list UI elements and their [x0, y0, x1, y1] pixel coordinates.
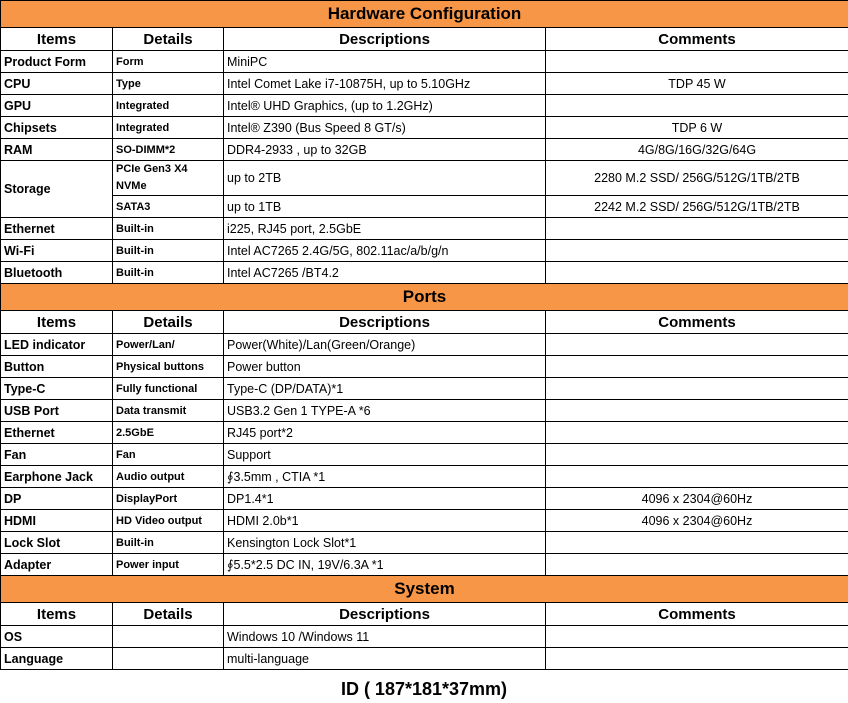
section-title-ports: Ports — [1, 284, 848, 311]
row-comment — [546, 626, 848, 648]
table-row — [1, 488, 848, 510]
table-row — [1, 95, 848, 117]
row-comment: 2242 M.2 SSD/ 256G/512G/1TB/2TB — [546, 196, 848, 218]
row-item: Ethernet — [1, 422, 113, 444]
row-comment: 4G/8G/16G/32G/64G — [546, 139, 848, 161]
row-item: Wi-Fi — [1, 240, 113, 262]
row-detail: Integrated — [113, 117, 224, 139]
row-item: Fan — [1, 444, 113, 466]
row-item: DP — [1, 488, 113, 510]
row-description: Intel® Z390 (Bus Speed 8 GT/s) — [224, 117, 546, 139]
row-detail: Built-in — [113, 240, 224, 262]
row-item: Button — [1, 356, 113, 378]
row-comment — [546, 334, 848, 356]
row-comment — [546, 444, 848, 466]
table-row — [1, 400, 848, 422]
table-row — [1, 532, 848, 554]
row-description: DP1.4*1 — [224, 488, 546, 510]
row-comment — [546, 422, 848, 444]
row-description: Intel® UHD Graphics, (up to 1.2GHz) — [224, 95, 546, 117]
row-description: ∮5.5*2.5 DC IN, 19V/6.3A *1 — [224, 554, 546, 576]
row-detail: SO-DIMM*2 — [113, 139, 224, 161]
table-row — [1, 554, 848, 576]
row-description: Type-C (DP/DATA)*1 — [224, 378, 546, 400]
table-row — [1, 73, 848, 95]
row-item: CPU — [1, 73, 113, 95]
row-comment: 4096 x 2304@60Hz — [546, 488, 848, 510]
row-description: USB3.2 Gen 1 TYPE-A *6 — [224, 400, 546, 422]
row-item: Product Form — [1, 51, 113, 73]
row-item: Storage — [1, 161, 113, 218]
row-description: up to 2TB — [224, 161, 546, 196]
row-detail: HD Video output — [113, 510, 224, 532]
row-description: up to 1TB — [224, 196, 546, 218]
row-comment: TDP 45 W — [546, 73, 848, 95]
row-item: USB Port — [1, 400, 113, 422]
row-detail: Integrated — [113, 95, 224, 117]
row-description: Windows 10 /Windows 11 — [224, 626, 546, 648]
row-item: Adapter — [1, 554, 113, 576]
row-detail — [113, 648, 224, 670]
header-comments: Comments — [546, 28, 848, 51]
header-row — [1, 28, 848, 51]
row-comment: 2280 M.2 SSD/ 256G/512G/1TB/2TB — [546, 161, 848, 196]
header-items: Items — [1, 603, 113, 626]
row-description: i225, RJ45 port, 2.5GbE — [224, 218, 546, 240]
table-row — [1, 466, 848, 488]
row-comment — [546, 240, 848, 262]
row-item: RAM — [1, 139, 113, 161]
section-hardware — [1, 1, 848, 28]
row-comment — [546, 554, 848, 576]
row-detail: Physical buttons — [113, 356, 224, 378]
header-descriptions: Descriptions — [224, 603, 546, 626]
table-row — [1, 51, 848, 73]
row-description: RJ45 port*2 — [224, 422, 546, 444]
row-detail: Built-in — [113, 218, 224, 240]
row-item: OS — [1, 626, 113, 648]
header-items: Items — [1, 28, 113, 51]
table-row — [1, 510, 848, 532]
table-row — [1, 161, 848, 196]
row-detail: Audio output — [113, 466, 224, 488]
header-descriptions: Descriptions — [224, 28, 546, 51]
header-descriptions: Descriptions — [224, 311, 546, 334]
section-title-system: System — [1, 576, 848, 603]
row-detail: Type — [113, 73, 224, 95]
row-item: Lock Slot — [1, 532, 113, 554]
row-detail: Power input — [113, 554, 224, 576]
section-system — [1, 576, 848, 603]
row-detail: Built-in — [113, 262, 224, 284]
row-description: MiniPC — [224, 51, 546, 73]
row-comment — [546, 466, 848, 488]
header-row — [1, 311, 848, 334]
row-detail: 2.5GbE — [113, 422, 224, 444]
table-row — [1, 356, 848, 378]
row-comment — [546, 218, 848, 240]
row-description: Intel AC7265 2.4G/5G, 802.11ac/a/b/g/n — [224, 240, 546, 262]
row-item: Bluetooth — [1, 262, 113, 284]
header-details: Details — [113, 603, 224, 626]
header-items: Items — [1, 311, 113, 334]
row-description: DDR4-2933 , up to 32GB — [224, 139, 546, 161]
row-comment — [546, 532, 848, 554]
row-detail — [113, 626, 224, 648]
table-row — [1, 117, 848, 139]
table-row — [1, 422, 848, 444]
header-comments: Comments — [546, 603, 848, 626]
row-detail: Data transmit — [113, 400, 224, 422]
row-description: Power(White)/Lan(Green/Orange) — [224, 334, 546, 356]
row-item: GPU — [1, 95, 113, 117]
row-comment: 4096 x 2304@60Hz — [546, 510, 848, 532]
row-comment — [546, 400, 848, 422]
table-row — [1, 334, 848, 356]
table-row — [1, 218, 848, 240]
table-row — [1, 444, 848, 466]
row-comment — [546, 95, 848, 117]
row-item: Chipsets — [1, 117, 113, 139]
row-comment — [546, 262, 848, 284]
section-title-hardware: Hardware Configuration — [1, 1, 848, 28]
dimensions-footer: ID ( 187*181*37mm) — [340, 679, 508, 699]
row-comment — [546, 51, 848, 73]
row-description: Power button — [224, 356, 546, 378]
table-row — [1, 378, 848, 400]
row-description: ∮3.5mm , CTIA *1 — [224, 466, 546, 488]
row-comment — [546, 378, 848, 400]
row-description: HDMI 2.0b*1 — [224, 510, 546, 532]
row-comment — [546, 356, 848, 378]
table-row — [1, 648, 848, 670]
row-item: HDMI — [1, 510, 113, 532]
row-detail: Built-in — [113, 532, 224, 554]
row-description: multi-language — [224, 648, 546, 670]
row-detail: DisplayPort — [113, 488, 224, 510]
row-description: Kensington Lock Slot*1 — [224, 532, 546, 554]
row-detail: Fully functional — [113, 378, 224, 400]
row-item: Earphone Jack — [1, 466, 113, 488]
table-row — [1, 139, 848, 161]
table-row — [1, 626, 848, 648]
row-description: Support — [224, 444, 546, 466]
header-details: Details — [113, 311, 224, 334]
table-row — [1, 262, 848, 284]
table-row — [1, 196, 848, 218]
row-detail: Fan — [113, 444, 224, 466]
row-detail: PCIe Gen3 X4 NVMe — [113, 161, 224, 196]
header-details: Details — [113, 28, 224, 51]
row-comment — [546, 648, 848, 670]
row-item: Language — [1, 648, 113, 670]
header-row — [1, 603, 848, 626]
row-detail: Power/Lan/ — [113, 334, 224, 356]
row-detail: Form — [113, 51, 224, 73]
row-description: Intel AC7265 /BT4.2 — [224, 262, 546, 284]
row-item: LED indicator — [1, 334, 113, 356]
header-comments: Comments — [546, 311, 848, 334]
row-detail: SATA3 — [113, 196, 224, 218]
section-ports — [1, 284, 848, 311]
row-item: Ethernet — [1, 218, 113, 240]
row-comment: TDP 6 W — [546, 117, 848, 139]
table-row — [1, 240, 848, 262]
row-item: Type-C — [1, 378, 113, 400]
row-description: Intel Comet Lake i7-10875H, up to 5.10GHz — [224, 73, 546, 95]
